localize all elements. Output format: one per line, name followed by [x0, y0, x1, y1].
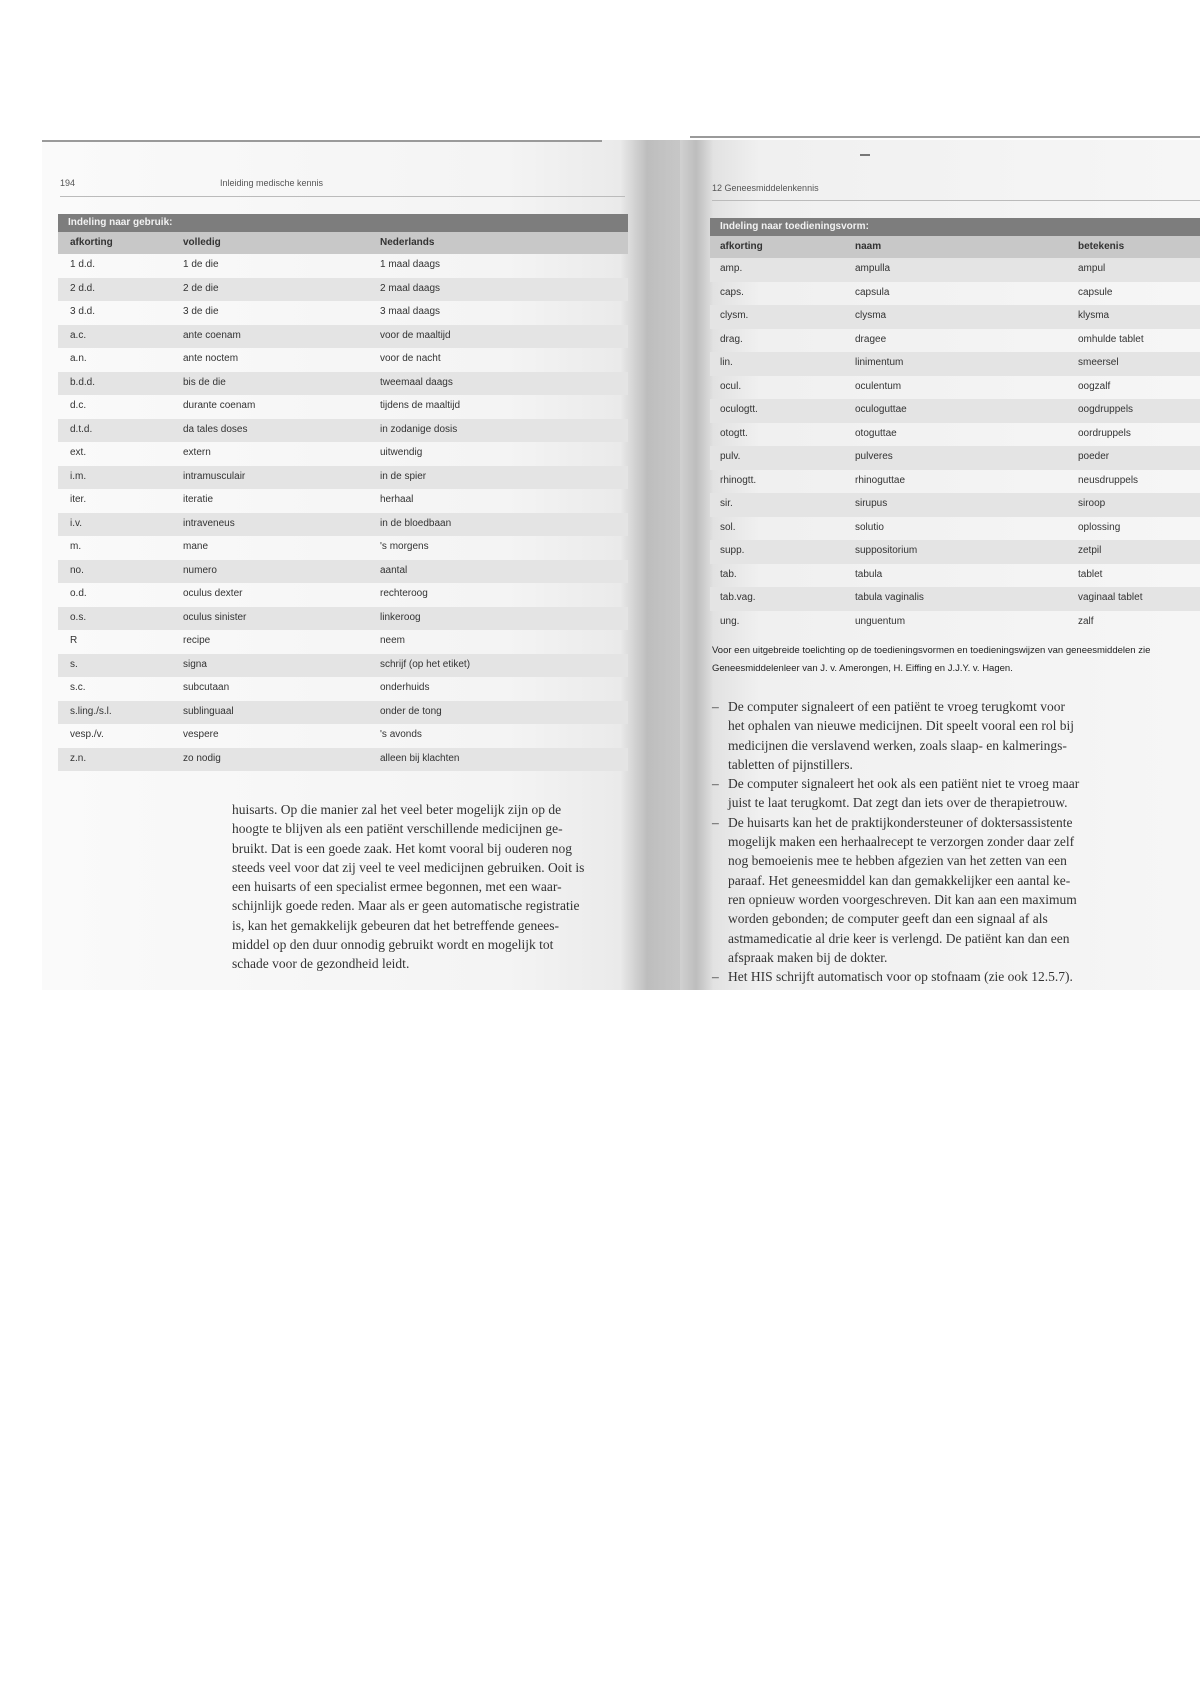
column-header-full: volledig — [183, 237, 221, 248]
cell-meaning: capsule — [1078, 286, 1113, 298]
bullet-item — [712, 697, 1172, 774]
cell-full: signa — [183, 658, 207, 670]
cell-name: oculentum — [855, 380, 902, 392]
table-row — [710, 517, 1200, 541]
cell-dutch: onderhuids — [380, 682, 430, 693]
table-row — [710, 352, 1200, 376]
body-text-line: schade voor de gezondheid leidt. — [232, 956, 410, 972]
cell-abbreviation: tab.vag. — [720, 592, 756, 603]
cell-meaning: neusdruppels — [1078, 474, 1139, 486]
cell-full: recipe — [183, 635, 211, 646]
bullet-item — [712, 813, 1172, 967]
cell-dutch: 's avonds — [380, 729, 422, 740]
table-row — [58, 278, 628, 302]
table-body — [710, 258, 1200, 634]
cell-full: 2 de die — [183, 282, 219, 294]
table-row — [58, 442, 628, 466]
cell-abbreviation: a.c. — [70, 329, 87, 341]
table-row — [58, 677, 628, 701]
cell-abbreviation: z.n. — [70, 752, 87, 764]
cell-abbreviation: clysm. — [720, 310, 749, 321]
cell-abbreviation: m. — [70, 541, 82, 552]
cell-name: dragee — [855, 333, 887, 345]
table-row — [58, 630, 628, 654]
cell-meaning: zalf — [1078, 615, 1094, 627]
body-text-line: hoogte te blijven als een patiënt verschillende medicijnen ge- — [232, 821, 563, 837]
table-row — [710, 446, 1200, 470]
cell-dutch: in zodanige dosis — [380, 423, 458, 435]
table-row — [58, 607, 628, 631]
cell-name: tabula vaginalis — [855, 592, 924, 603]
left-page-top-edge — [42, 140, 602, 142]
table-row — [58, 701, 628, 725]
cell-full: extern — [183, 447, 211, 458]
cell-dutch: rechteroog — [380, 588, 428, 599]
table-row — [58, 301, 628, 325]
cell-abbreviation: d.c. — [70, 400, 87, 411]
cell-full: 3 de die — [183, 306, 219, 317]
table-row — [710, 399, 1200, 423]
cell-abbreviation: ocul. — [720, 380, 742, 392]
bullet-item — [712, 774, 1172, 813]
table-row — [710, 305, 1200, 329]
cell-name: capsula — [855, 286, 890, 298]
cell-abbreviation: 1 d.d. — [70, 259, 96, 270]
cell-abbreviation: a.n. — [70, 353, 87, 364]
cell-abbreviation: otogtt. — [720, 427, 748, 439]
cell-abbreviation: ung. — [720, 615, 740, 627]
cell-meaning: oordruppels — [1078, 427, 1131, 439]
cell-dutch: herhaal — [380, 494, 414, 505]
usage-abbreviation-table — [58, 214, 628, 771]
cell-abbreviation: i.v. — [70, 517, 83, 529]
cell-abbreviation: 2 d.d. — [70, 282, 96, 294]
left-running-head: Inleiding medische kennis — [220, 178, 324, 188]
cell-dutch: 1 maal daags — [380, 259, 441, 270]
cell-full: numero — [183, 564, 217, 576]
table-row — [58, 748, 628, 772]
table-row — [58, 560, 628, 584]
right-bullet-list — [712, 697, 1172, 986]
cell-dutch: tweemaal daags — [380, 376, 453, 388]
cell-full: oculus sinister — [183, 611, 247, 623]
cell-abbreviation: vesp./v. — [70, 729, 104, 740]
table-row — [710, 493, 1200, 517]
cell-abbreviation: caps. — [720, 286, 744, 298]
cell-name: rhinoguttae — [855, 474, 906, 486]
cell-meaning: oplossing — [1078, 521, 1121, 533]
cell-dutch: voor de nacht — [380, 353, 441, 364]
cell-abbreviation: sir. — [720, 498, 733, 509]
cell-name: otoguttae — [855, 427, 897, 439]
table-caption-line-1: Voor een uitgebreide toelichting op de toedieningsvormen en toedieningswijzen van geneesmiddelen zie — [712, 645, 1151, 656]
cell-meaning: vaginaal tablet — [1078, 592, 1143, 603]
table-row — [58, 654, 628, 678]
cell-meaning: oogzalf — [1078, 380, 1111, 392]
cell-abbreviation: o.s. — [70, 611, 87, 623]
body-text-line: bruikt. Dat is een goede zaak. Het komt vooral bij ouderen nog — [232, 840, 573, 856]
cell-name: solutio — [855, 521, 884, 533]
bullet-dash: – — [712, 814, 719, 830]
bullet-text-line: afspraak maken bij de dokter. — [728, 949, 888, 965]
table-row — [710, 258, 1200, 282]
table-row — [58, 419, 628, 443]
right-page-top-edge — [690, 136, 1200, 138]
cell-abbreviation: oculogtt. — [720, 404, 758, 415]
cell-full: sublinguaal — [183, 705, 234, 717]
cell-name: linimentum — [855, 357, 904, 368]
bullet-text-line: tabletten of pijnstillers. — [728, 756, 853, 772]
column-header-dutch: Nederlands — [380, 237, 435, 248]
cell-abbreviation: b.d.d. — [70, 376, 96, 388]
table-row — [58, 489, 628, 513]
cell-full: ante coenam — [183, 329, 241, 341]
cell-abbreviation: s.c. — [70, 682, 86, 693]
cell-abbreviation: 3 d.d. — [70, 306, 96, 317]
table-row — [710, 611, 1200, 635]
body-text-line: schijnlijk goede reden. Maar als er geen automatische registratie — [232, 898, 580, 914]
cell-name: unguentum — [855, 615, 906, 627]
cell-meaning: oogdruppels — [1078, 404, 1134, 415]
body-text-line: is, kan het gemakkelijk gebeuren dat het betreffende genees- — [232, 917, 559, 933]
cell-dutch: onder de tong — [380, 705, 442, 717]
cell-full: oculus dexter — [183, 588, 243, 599]
bullet-dash: – — [712, 776, 719, 792]
table-body — [58, 254, 628, 771]
dosage-form-table — [710, 218, 1200, 634]
cell-full: bis de die — [183, 376, 226, 388]
table-header-row — [58, 232, 628, 254]
cell-name: sirupus — [855, 498, 888, 509]
table-row — [58, 372, 628, 396]
table-row — [58, 536, 628, 560]
cell-full: durante coenam — [183, 400, 256, 411]
cell-dutch: 's morgens — [380, 541, 429, 552]
cell-name: clysma — [855, 310, 887, 321]
table-row — [710, 470, 1200, 494]
bullet-text-line: Het HIS schrijft automatisch voor op stofnaam (zie ook 12.5.7). — [728, 969, 1073, 985]
cell-meaning: ampul — [1078, 263, 1106, 274]
scan-speck — [860, 154, 870, 156]
cell-full: ante noctem — [183, 353, 239, 364]
cell-full: vespere — [183, 729, 219, 740]
table-row — [58, 513, 628, 537]
cell-dutch: in de bloedbaan — [380, 517, 452, 529]
table-row — [58, 583, 628, 607]
cell-name: pulveres — [855, 451, 893, 462]
cell-meaning: zetpil — [1078, 545, 1102, 556]
table-title: Indeling naar toedieningsvorm: — [710, 218, 1200, 236]
table-row — [58, 466, 628, 490]
column-header-abbreviation: afkorting — [720, 241, 763, 252]
body-text-line: een huisarts of een specialist ermee begonnen, met een waar- — [232, 879, 562, 895]
cell-name: suppositorium — [855, 545, 918, 556]
cell-abbreviation: iter. — [70, 494, 87, 505]
cell-dutch: 3 maal daags — [380, 306, 441, 317]
cell-full: iteratie — [183, 494, 214, 505]
table-row — [58, 348, 628, 372]
cell-meaning: omhulde tablet — [1078, 333, 1144, 345]
column-header-name: naam — [855, 241, 882, 252]
cell-abbreviation: s.ling./s.l. — [70, 705, 112, 717]
bullet-text-line: nog bemoeienis mee te hebben afgezien van het zetten van een — [728, 853, 1067, 869]
cell-dutch: tijdens de maaltijd — [380, 400, 461, 411]
bullet-text-line: paraaf. Het geneesmiddel kan dan gemakkelijker een aantal ke- — [728, 872, 1071, 888]
cell-dutch: alleen bij klachten — [380, 752, 460, 764]
cell-dutch: in de spier — [380, 470, 427, 482]
bullet-text-line: juist te laat terugkomt. Dat zegt dan iets over de therapietrouw. — [728, 795, 1068, 811]
cell-meaning: klysma — [1078, 310, 1110, 321]
cell-full: intraveneus — [183, 517, 235, 529]
cell-abbreviation: ext. — [70, 447, 87, 458]
cell-dutch: 2 maal daags — [380, 282, 441, 294]
table-row — [58, 325, 628, 349]
bullet-text-line: astmamedicatie al drie keer is verlengd. De patiënt kan dan een — [728, 930, 1070, 946]
cell-abbreviation: d.t.d. — [70, 423, 93, 435]
cell-abbreviation: drag. — [720, 333, 743, 345]
right-running-head: 12 Geneesmiddelenkennis — [712, 183, 819, 193]
bullet-text-line: De computer signaleert het ook als een patiënt niet te vroeg maar — [728, 776, 1080, 792]
table-title: Indeling naar gebruik: — [58, 214, 628, 232]
cell-name: tabula — [855, 568, 883, 580]
table-row — [710, 329, 1200, 353]
body-text-line: huisarts. Op die manier zal het veel beter mogelijk zijn op de — [232, 802, 562, 817]
cell-abbreviation: supp. — [720, 545, 745, 556]
table-row — [710, 564, 1200, 588]
bullet-text-line: worden gebonden; de computer geeft dan een signaal af als — [728, 911, 1048, 927]
cell-meaning: siroop — [1078, 498, 1106, 509]
cell-abbreviation: no. — [70, 564, 84, 576]
cell-dutch: uitwendig — [380, 447, 423, 458]
table-row — [58, 395, 628, 419]
cell-abbreviation: s. — [70, 658, 78, 670]
cell-full: da tales doses — [183, 423, 248, 435]
cell-abbreviation: tab. — [720, 568, 737, 580]
cell-abbreviation: pulv. — [720, 451, 741, 462]
bullet-text-line: ren opnieuw worden voorgeschreven. Dit kan aan een maximum — [728, 891, 1077, 907]
right-header-rule — [712, 200, 1200, 201]
cell-abbreviation: i.m. — [70, 470, 87, 482]
cell-name: oculoguttae — [855, 404, 907, 415]
cell-abbreviation: sol. — [720, 521, 736, 533]
cell-dutch: voor de maaltijd — [380, 329, 451, 341]
bullet-dash: – — [712, 969, 719, 985]
body-text-line: steeds veel voor dat zij veel te veel medicijnen gebruiken. Ooit is — [232, 859, 585, 875]
table-row — [710, 282, 1200, 306]
bullet-item — [712, 967, 1172, 986]
column-header-abbreviation: afkorting — [70, 237, 113, 248]
bullet-text-line: De computer signaleert of een patiënt te vroeg terugkomt voor — [728, 699, 1066, 714]
bullet-text-line: mogelijk maken een herhaalrecept te verzorgen zonder daar zelf — [728, 834, 1075, 850]
cell-dutch: linkeroog — [380, 611, 421, 623]
table-caption-line-2: Geneesmiddelenleer van J. v. Amerongen, H. Eiffing en J.J.Y. v. Hagen. — [712, 663, 1013, 674]
cell-abbreviation: o.d. — [70, 588, 87, 599]
cell-full: subcutaan — [183, 682, 230, 693]
table-row — [58, 254, 628, 278]
cell-meaning: smeersel — [1078, 357, 1119, 368]
body-text-line: middel op den duur onnodig gebruikt wordt en mogelijk tot — [232, 937, 554, 953]
table-header-row — [710, 236, 1200, 258]
table-row — [710, 423, 1200, 447]
cell-full: zo nodig — [183, 752, 221, 764]
bullet-text-line: De huisarts kan het de praktijkondersteuner of doktersassistente — [728, 814, 1073, 830]
cell-full: intramusculair — [183, 470, 246, 482]
cell-abbreviation: amp. — [720, 263, 743, 274]
left-body-text — [232, 800, 632, 974]
cell-abbreviation: R — [70, 635, 78, 646]
column-header-meaning: betekenis — [1078, 241, 1125, 252]
cell-meaning: tablet — [1078, 568, 1103, 580]
bullet-dash: – — [712, 699, 719, 714]
left-header-rule — [60, 196, 625, 197]
cell-name: ampulla — [855, 263, 891, 274]
cell-meaning: poeder — [1078, 451, 1110, 462]
page-number: 194 — [60, 178, 76, 188]
table-row — [710, 540, 1200, 564]
cell-dutch: aantal — [380, 564, 408, 576]
bullet-text-line: medicijnen die verslavend werken, zoals slaap- en kalmerings- — [728, 737, 1067, 753]
cell-full: 1 de die — [183, 259, 219, 270]
bullet-text-line: het ophalen van nieuwe medicijnen. Dit speelt vooral een rol bij — [728, 718, 1075, 734]
cell-full: mane — [183, 541, 209, 552]
table-row — [710, 587, 1200, 611]
cell-dutch: neem — [380, 635, 406, 646]
cell-dutch: schrijf (op het etiket) — [380, 658, 471, 670]
cell-abbreviation: rhinogtt. — [720, 474, 757, 486]
table-row — [710, 376, 1200, 400]
table-row — [58, 724, 628, 748]
cell-abbreviation: lin. — [720, 357, 733, 368]
